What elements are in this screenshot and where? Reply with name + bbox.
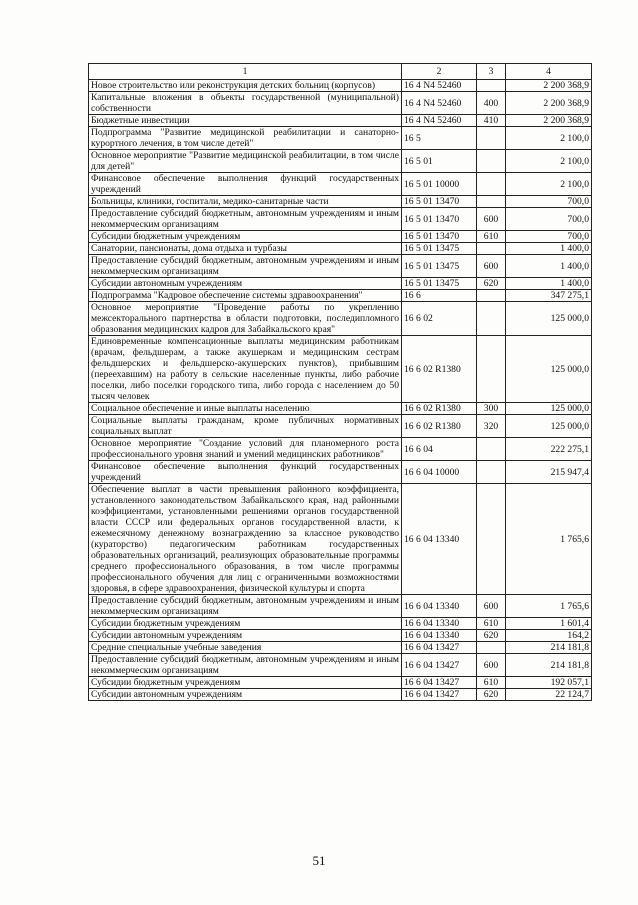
row-name: Финансовое обеспечение выполнения функций государственных учреждений (89, 173, 402, 196)
budget-page (88, 63, 591, 701)
page-number: 51 (312, 853, 326, 868)
row-code: 16 5 (402, 127, 477, 150)
row-name: Финансовое обеспечение выполнения функций государственных учреждений (89, 461, 402, 484)
table-row (89, 336, 592, 403)
row-type (477, 196, 506, 208)
row-code: 16 5 01 13470 (402, 208, 477, 231)
row-type: 300 (477, 403, 506, 415)
row-code: 16 6 04 13340 (402, 484, 477, 595)
table-row (89, 415, 592, 438)
table-row (89, 196, 592, 208)
table-row (89, 173, 592, 196)
row-name: Предоставление субсидий бюджетным, автономным учреждениям и иным некоммерческим организациям (89, 255, 402, 278)
table-row (89, 595, 592, 618)
row-name: Больницы, клиники, госпитали, медико-санитарные части (89, 196, 402, 208)
row-amount: 1 765,6 (506, 484, 592, 595)
row-type (477, 461, 506, 484)
row-name: Предоставление субсидий бюджетным, автономным учреждениям и иным некоммерческим организациям (89, 654, 402, 677)
row-amount: 222 275,1 (506, 438, 592, 461)
row-code: 16 6 04 13340 (402, 618, 477, 630)
header-col-type: 3 (477, 64, 506, 80)
row-code: 16 5 01 (402, 150, 477, 173)
row-type (477, 336, 506, 403)
row-type (477, 150, 506, 173)
row-amount: 1 601,4 (506, 618, 592, 630)
row-type: 600 (477, 595, 506, 618)
table-row (89, 484, 592, 595)
row-amount: 214 181,8 (506, 654, 592, 677)
row-amount: 2 100,0 (506, 127, 592, 150)
row-name: Основное мероприятие "Создание условий для планомерного роста профессионального уровня знаний и умений медицинских работников" (89, 438, 402, 461)
row-type (477, 173, 506, 196)
row-amount: 700,0 (506, 231, 592, 243)
row-code: 16 6 04 (402, 438, 477, 461)
row-amount: 2 200 368,9 (506, 92, 592, 115)
row-code: 16 4 N4 52460 (402, 92, 477, 115)
row-type: 410 (477, 115, 506, 127)
row-amount: 22 124,7 (506, 689, 592, 701)
table-row (89, 80, 592, 92)
row-type: 610 (477, 618, 506, 630)
budget-table (88, 63, 592, 701)
row-name: Субсидии автономным учреждениям (89, 689, 402, 701)
row-amount: 125 000,0 (506, 302, 592, 336)
row-amount: 125 000,0 (506, 415, 592, 438)
row-name: Бюджетные инвестиции (89, 115, 402, 127)
table-row (89, 243, 592, 255)
row-name: Средние специальные учебные заведения (89, 642, 402, 654)
table-row (89, 150, 592, 173)
row-code: 16 6 04 13427 (402, 689, 477, 701)
row-type (477, 438, 506, 461)
row-type: 620 (477, 689, 506, 701)
row-code: 16 6 02 R1380 (402, 415, 477, 438)
row-name: Основное мероприятие "Развитие медицинской реабилитации, в том числе для детей" (89, 150, 402, 173)
row-name: Субсидии автономным учреждениям (89, 278, 402, 290)
row-type: 600 (477, 208, 506, 231)
row-amount: 1 400,0 (506, 278, 592, 290)
row-amount: 125 000,0 (506, 336, 592, 403)
table-row (89, 255, 592, 278)
row-type (477, 290, 506, 302)
table-row (89, 127, 592, 150)
row-name: Социальное обеспечение и иные выплаты населению (89, 403, 402, 415)
row-type: 610 (477, 677, 506, 689)
row-name: Обеспечение выплат в части превышения районного коэффициента, установленного законодательством Забайкальского края, над районными коэффициентами, установленными решениями органов государственной власти СССР или федеральных органов государственной власти, к ежемесячному денежному вознаграждению за классное руководство (кураторство) педагогическим работникам государственных образовательных организаций, реализующих образовательные программы среднего профессионального образования, в том числе программы профессионального обучения для лиц с ограниченными возможностями здоровья, в сфере здравоохранения, физической культуры и спорта (89, 484, 402, 595)
row-type: 600 (477, 654, 506, 677)
row-code: 16 6 04 13340 (402, 630, 477, 642)
row-name: Социальные выплаты гражданам, кроме публичных нормативных социальных выплат (89, 415, 402, 438)
table-row (89, 92, 592, 115)
row-name: Предоставление субсидий бюджетным, автономным учреждениям и иным некоммерческим организациям (89, 595, 402, 618)
row-code: 16 5 01 13475 (402, 243, 477, 255)
row-type: 400 (477, 92, 506, 115)
row-name: Капитальные вложения в объекты государственной (муниципальной) собственности (89, 92, 402, 115)
row-name: Предоставление субсидий бюджетным, автономным учреждениям и иным некоммерческим организациям (89, 208, 402, 231)
row-amount: 2 100,0 (506, 173, 592, 196)
row-type: 600 (477, 255, 506, 278)
row-amount: 214 181,8 (506, 642, 592, 654)
table-row (89, 689, 592, 701)
row-amount: 2 200 368,9 (506, 115, 592, 127)
table-header-row (89, 64, 592, 80)
table-row (89, 208, 592, 231)
header-col-code: 2 (402, 64, 477, 80)
row-type: 620 (477, 630, 506, 642)
row-code: 16 5 01 13470 (402, 231, 477, 243)
table-row (89, 630, 592, 642)
row-name: Санатории, пансионаты, дома отдыха и турбазы (89, 243, 402, 255)
row-name: Подпрограмма "Развитие медицинской реабилитации и санаторно-курортного лечения, в том числе детей" (89, 127, 402, 150)
row-code: 16 6 (402, 290, 477, 302)
row-code: 16 5 01 10000 (402, 173, 477, 196)
header-col-amount: 4 (506, 64, 592, 80)
row-amount: 700,0 (506, 196, 592, 208)
row-code: 16 6 02 R1380 (402, 336, 477, 403)
row-type (477, 484, 506, 595)
row-name: Единовременные компенсационные выплаты медицинским работникам (врачам, фельдшерам, а также акушеркам и медицинским сестрам фельдшерских и фельдшерско-акушерских пунктов), прибывшим (переехавшим) на работу в сельские населенные пункты, либо рабочие поселки, либо поселки городского типа, либо города с населением до 50 тысяч человек (89, 336, 402, 403)
row-code: 16 6 04 13427 (402, 654, 477, 677)
row-type: 320 (477, 415, 506, 438)
row-type (477, 127, 506, 150)
table-row (89, 461, 592, 484)
row-name: Субсидии бюджетным учреждениям (89, 677, 402, 689)
row-type (477, 80, 506, 92)
row-type (477, 302, 506, 336)
row-name: Подпрограмма "Кадровое обеспечение системы здравоохранения" (89, 290, 402, 302)
table-row (89, 231, 592, 243)
row-amount: 347 275,1 (506, 290, 592, 302)
row-type: 620 (477, 278, 506, 290)
table-row (89, 290, 592, 302)
row-name: Субсидии бюджетным учреждениям (89, 618, 402, 630)
row-amount: 700,0 (506, 208, 592, 231)
row-name: Новое строительство или реконструкция детских больниц (корпусов) (89, 80, 402, 92)
row-code: 16 4 N4 52460 (402, 80, 477, 92)
row-amount: 164,2 (506, 630, 592, 642)
row-code: 16 6 02 R1380 (402, 403, 477, 415)
row-name: Основное мероприятие "Проведение работы по укреплению межсекторального партнерства в области подготовки, последипломного образования медицинских кадров для Забайкальского края" (89, 302, 402, 336)
table-row (89, 403, 592, 415)
row-code: 16 5 01 13470 (402, 196, 477, 208)
header-col-name: 1 (89, 64, 402, 80)
table-row (89, 642, 592, 654)
row-type (477, 243, 506, 255)
row-amount: 192 057,1 (506, 677, 592, 689)
row-amount: 125 000,0 (506, 403, 592, 415)
row-name: Субсидии автономным учреждениям (89, 630, 402, 642)
row-code: 16 6 04 13340 (402, 595, 477, 618)
table-row (89, 115, 592, 127)
row-amount: 1 765,6 (506, 595, 592, 618)
row-amount: 215 947,4 (506, 461, 592, 484)
row-code: 16 6 02 (402, 302, 477, 336)
row-amount: 2 100,0 (506, 150, 592, 173)
row-code: 16 5 01 13475 (402, 255, 477, 278)
row-amount: 2 200 368,9 (506, 80, 592, 92)
table-row (89, 677, 592, 689)
table-row (89, 438, 592, 461)
table-row (89, 654, 592, 677)
table-row (89, 278, 592, 290)
table-row (89, 302, 592, 336)
row-type (477, 642, 506, 654)
row-name: Субсидии бюджетным учреждениям (89, 231, 402, 243)
row-type: 610 (477, 231, 506, 243)
table-body (89, 80, 592, 701)
row-code: 16 5 01 13475 (402, 278, 477, 290)
table-row (89, 618, 592, 630)
row-amount: 1 400,0 (506, 255, 592, 278)
row-code: 16 6 04 13427 (402, 642, 477, 654)
row-code: 16 6 04 10000 (402, 461, 477, 484)
row-code: 16 6 04 13427 (402, 677, 477, 689)
row-code: 16 4 N4 52460 (402, 115, 477, 127)
row-amount: 1 400,0 (506, 243, 592, 255)
